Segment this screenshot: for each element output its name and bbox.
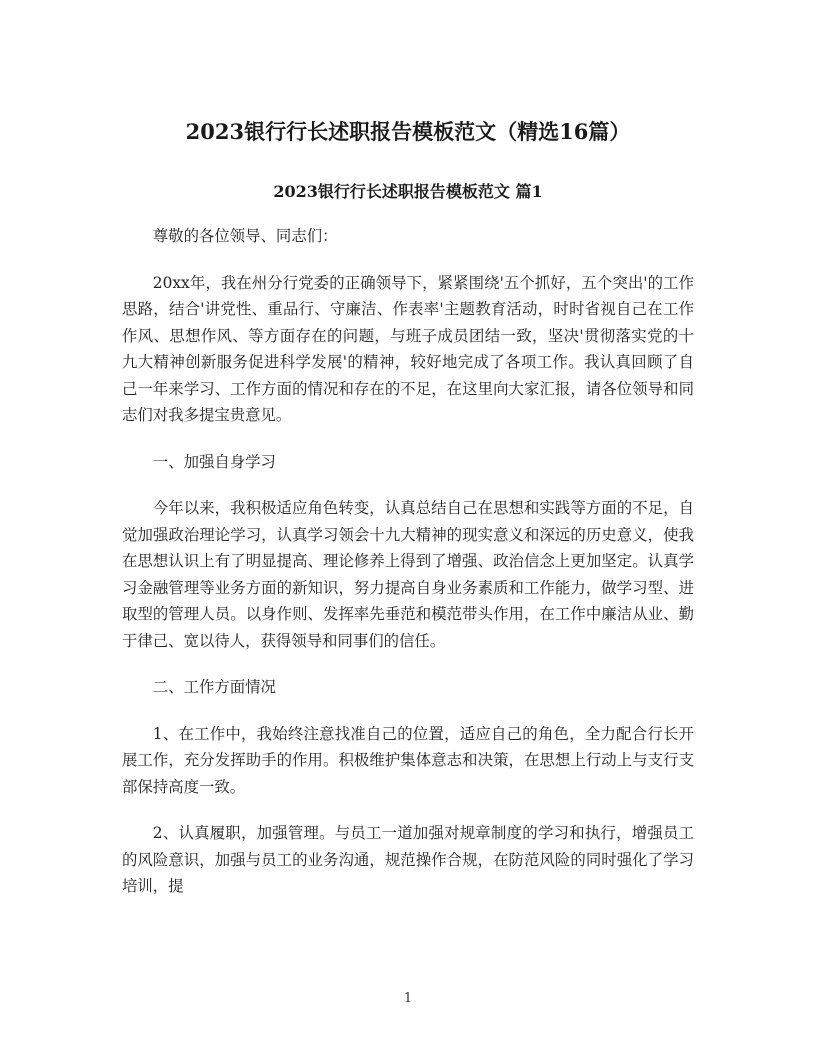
intro-paragraph: 20xx年，我在州分行党委的正确领导下，紧紧围绕'五个抓好，五个突出'的工作思路，结合'讲党性、重品行、守廉洁、作表率'主题教育活动，时时省视自己在工作作风、思想作风、等方面存在的问题，与班子成员团结一致，坚决'贯彻落实党的十九大精神创新服务促进科学发展'的精神，较好地完成了各项工作。我认真回顾了自己一年来学习、工作方面的情况和存在的不足，在这里向大家汇报，请各位领导和同志们对我多提宝贵意见。	[122, 273, 694, 424]
work-item-2-paragraph: 2、认真履职，加强管理。与员工一道加强对规章制度的学习和执行，增强员工的风险意识，加强与员工的业务沟通，规范操作合规，在防范风险的同时强化了学习培训，提	[122, 824, 694, 895]
salutation-paragraph: 尊敬的各位领导、同志们：	[152, 227, 338, 245]
heading-work-situation: 二、工作方面情况	[152, 678, 276, 696]
document-body	[122, 223, 694, 920]
document-title: 2023银行行长述职报告模板范文（精选16篇）	[185, 119, 631, 144]
self-study-paragraph: 今年以来，我积极适应角色转变，认真总结自己在思想和实践等方面的不足，自觉加强政治理论学习，认真学习领会十九大精神的现实意义和深远的历史意义，使我在思想认识上有了明显提高、理论修养上得到了增强、政治信念上更加坚定。认真学习金融管理等业务方面的新知识，努力提高自身业务素质和工作能力，做学习型、进取型的管理人员。以身作则、发挥率先垂范和模范带头作用，在工作中廉洁从业、勤于律己、宽以待人，获得领导和同事们的信任。	[122, 499, 694, 650]
section-title: 2023银行行长述职报告模板范文 篇1	[273, 182, 543, 201]
heading-self-study: 一、加强自身学习	[152, 452, 276, 471]
page-number: 1	[403, 991, 413, 1006]
work-item-1-paragraph: 1、在工作中，我始终注意找准自己的位置，适应自己的角色，全力配合行长开展工作，充分发挥助手的作用。积极维护集体意志和决策，在思想上行动上与支行支部保持高度一致。	[122, 724, 694, 796]
